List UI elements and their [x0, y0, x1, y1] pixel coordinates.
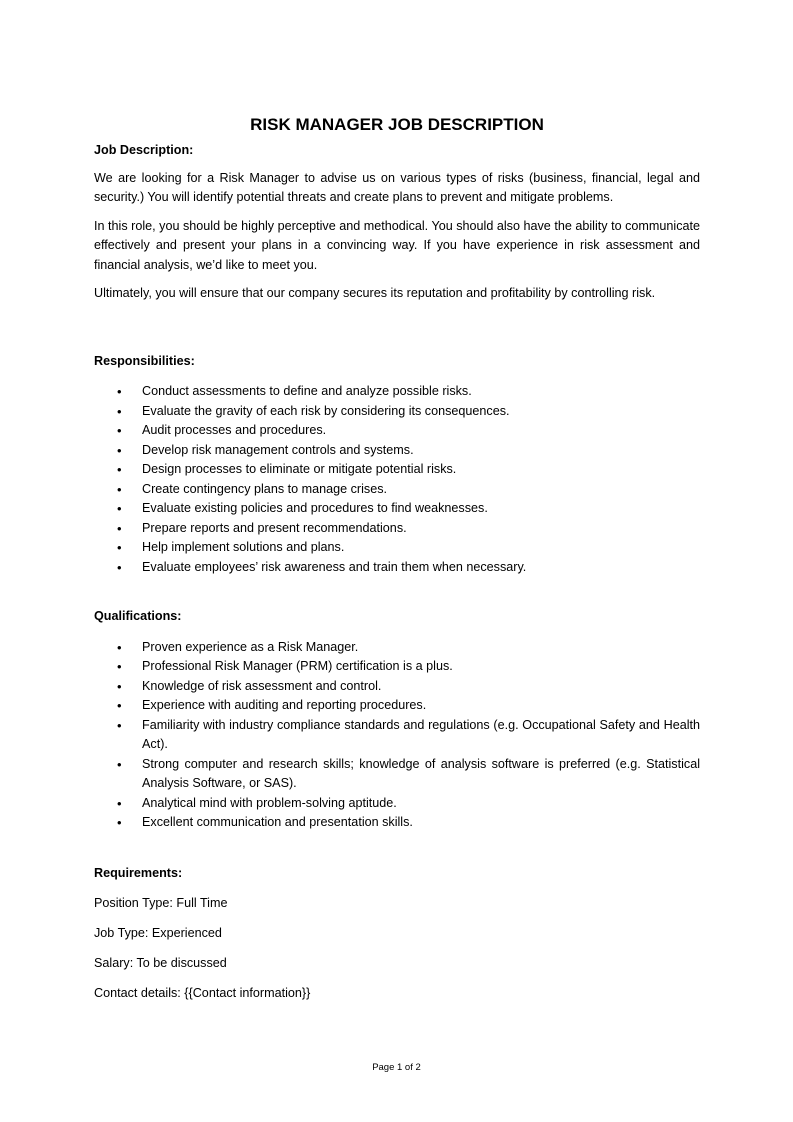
- list-item: [94, 696, 700, 716]
- job-type-line: Job Type: Experienced: [94, 926, 222, 940]
- list-item: [94, 813, 700, 833]
- list-item: [94, 480, 700, 500]
- bullet-icon: •: [117, 678, 122, 694]
- list-item-text: Analytical mind with problem-solving aptitude.: [142, 795, 397, 810]
- requirements-section: [94, 864, 700, 1004]
- paragraph: We are looking for a Risk Manager to advise us on various types of risks (business, financial, legal and security.) You will identify potential threats and create plans to prevent and mitigate problems.: [94, 170, 700, 204]
- section-spacer: [94, 833, 700, 864]
- list-item-text: Familiarity with industry compliance standards and regulations (e.g. Occupational Safety and Health Act).: [142, 717, 700, 751]
- responsibilities-list: [94, 382, 700, 577]
- list-item-text: Excellent communication and presentation skills.: [142, 815, 413, 829]
- page-title: RISK MANAGER JOB DESCRIPTION: [250, 115, 544, 134]
- list-item-text: Evaluate existing policies and procedures to find weaknesses.: [142, 501, 488, 515]
- responsibilities-section: [94, 352, 700, 578]
- bullet-icon: •: [117, 795, 122, 811]
- list-item-text: Audit processes and procedures.: [142, 423, 327, 437]
- list-item: [94, 755, 700, 794]
- bullet-icon: •: [117, 462, 122, 477]
- contact-details-line: Contact details: {{Contact information}}: [94, 986, 311, 1000]
- list-item-text: Professional Risk Manager (PRM) certification is a plus.: [142, 659, 453, 673]
- list-item: [94, 716, 700, 755]
- list-item: [94, 538, 700, 558]
- list-item: [94, 382, 700, 402]
- requirements-heading: Requirements:: [94, 865, 183, 880]
- bullet-icon: •: [117, 423, 122, 438]
- qualifications-section: [94, 607, 700, 833]
- bullet-icon: •: [117, 540, 122, 555]
- qualifications-list: [94, 638, 700, 833]
- bullet-icon: •: [117, 698, 122, 713]
- list-item-text: Develop risk management controls and systems.: [142, 442, 414, 457]
- list-item-text: Conduct assessments to define and analyze possible risks.: [142, 384, 472, 398]
- bullet-icon: •: [117, 756, 122, 772]
- list-item-text: Evaluate employees’ risk awareness and train them when necessary.: [142, 559, 527, 574]
- job-description-heading: Job Description:: [94, 143, 194, 157]
- list-item: [94, 657, 700, 677]
- bullet-icon: •: [117, 520, 122, 536]
- list-item-text: Knowledge of risk assessment and control.: [142, 678, 382, 693]
- bullet-icon: •: [117, 717, 122, 733]
- paragraph: In this role, you should be highly perceptive and methodical. You should also have the ability to communicate effectively and present your plans in a convincing way. If you have experience in risk assessment and financial analysis, we’d like to meet you.: [94, 218, 700, 272]
- list-item: [94, 402, 700, 422]
- list-item: [94, 499, 700, 519]
- section-spacer: [94, 577, 700, 607]
- list-item: [94, 677, 700, 697]
- list-item-text: Design processes to eliminate or mitigate potential risks.: [142, 462, 457, 476]
- list-item: [94, 794, 700, 814]
- list-item: [94, 441, 700, 461]
- bullet-icon: •: [117, 384, 122, 399]
- list-item: [94, 421, 700, 441]
- bullet-icon: •: [117, 659, 122, 674]
- list-item: [94, 460, 700, 480]
- bullet-icon: •: [117, 442, 122, 458]
- list-item-text: Proven experience as a Risk Manager.: [142, 639, 359, 654]
- list-item-text: Help implement solutions and plans.: [142, 540, 345, 554]
- list-item: [94, 558, 700, 578]
- bullet-icon: •: [117, 815, 122, 830]
- list-item-text: Create contingency plans to manage crises.: [142, 481, 388, 496]
- page-number-footer: Page 1 of 2: [372, 1062, 421, 1073]
- list-item: [94, 519, 700, 539]
- bullet-icon: •: [117, 481, 122, 497]
- bullet-icon: •: [117, 559, 122, 575]
- position-type-line: Position Type: Full Time: [94, 896, 228, 910]
- bullet-icon: •: [117, 501, 122, 516]
- job-description-section: [94, 141, 700, 304]
- list-item-text: Prepare reports and present recommendations.: [142, 520, 407, 535]
- list-item-text: Evaluate the gravity of each risk by considering its consequences.: [142, 403, 510, 418]
- salary-line: Salary: To be discussed: [94, 956, 227, 970]
- document-body: [94, 113, 700, 1014]
- section-spacer: [94, 313, 700, 352]
- list-item-text: Experience with auditing and reporting procedures.: [142, 698, 427, 712]
- bullet-icon: •: [117, 639, 122, 655]
- responsibilities-heading: Responsibilities:: [94, 353, 195, 368]
- paragraph: Ultimately, you will ensure that our company secures its reputation and profitability by controlling risk.: [94, 286, 656, 300]
- bullet-icon: •: [117, 403, 122, 419]
- list-item-text: Strong computer and research skills; knowledge of analysis software is preferred (e.g. Statistical Analysis Software, or SAS).: [142, 756, 700, 790]
- qualifications-heading: Qualifications:: [94, 609, 182, 623]
- list-item: [94, 638, 700, 658]
